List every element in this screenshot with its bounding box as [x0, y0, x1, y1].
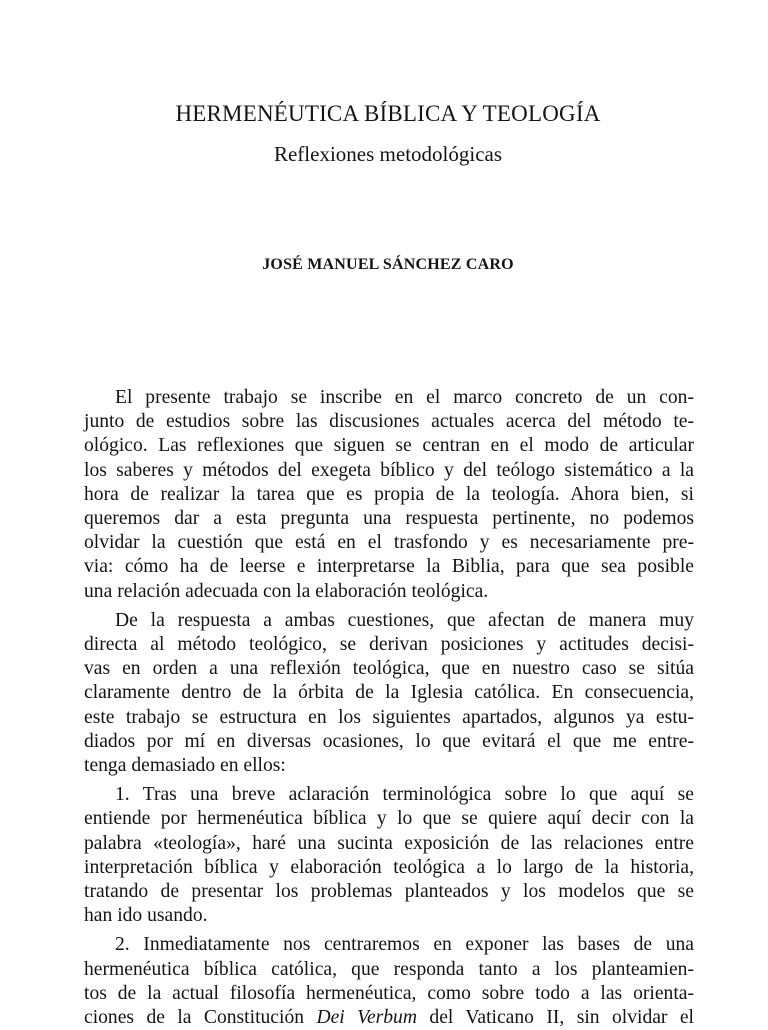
text-line: via: cómo ha de leerse e interpretarse la Biblia, para que sea posible — [84, 556, 694, 578]
text-line: tos de la actual filosofía hermenéutica, como sobre todo a las orienta- — [84, 982, 694, 1004]
text-line: 1. Tras una breve aclaración terminológica sobre lo que aquí se — [115, 784, 694, 806]
text-line: diados por mí en diversas ocasiones, lo que evitará el que me entre- — [84, 730, 694, 752]
text-line: interpretación bíblica y elaboración teológica a lo largo de la historia, — [84, 856, 694, 878]
text-line: queremos dar a esta pregunta una respuesta pertinente, no podemos — [84, 508, 694, 530]
text-line: claramente dentro de la órbita de la Iglesia católica. En consecuencia, — [84, 682, 694, 704]
paragraph — [84, 783, 694, 928]
text-line: los saberes y métodos del exegeta bíblico y del teólogo sistemático a la — [84, 459, 694, 481]
text-line: olvidar la cuestión que está en el trasfondo y es necesariamente pre- — [84, 532, 694, 554]
text-line: El presente trabajo se inscribe en el marco concreto de un con- — [115, 387, 694, 408]
text-line: una relación adecuada con la elaboración teológica. — [84, 580, 489, 602]
text-line: palabra «teología», haré una sucinta exposición de las relaciones entre — [84, 832, 694, 854]
text-fragment: del Vaticano II, sin olvidar el — [417, 1007, 695, 1029]
document-subtitle: Reflexiones metodológicas — [273, 142, 503, 166]
text-line: directa al método teológico, se derivan posiciones y actitudes decisi- — [84, 634, 694, 656]
text-line: vas en orden a una reflexión teológica, que en nuestro caso se sitúa — [84, 658, 694, 680]
paragraph — [84, 933, 694, 1030]
paragraph — [84, 609, 694, 778]
text-line: tratando de presentar los problemas planteados y los modelos que se — [84, 881, 694, 903]
paragraph — [84, 386, 694, 604]
italic-title: Dei Verbum — [316, 1007, 418, 1029]
text-line: entiende por hermenéutica bíblica y lo que se quiere aquí decir con la — [84, 808, 694, 830]
text-line: han ido usando. — [84, 905, 208, 927]
text-line: De la respuesta a ambas cuestiones, que afectan de manera muy — [115, 609, 694, 631]
text-line-partial — [84, 1006, 694, 1030]
body-text — [84, 386, 694, 1030]
text-line: hora de realizar la tarea que es propia de la teología. Ahora bien, si — [84, 483, 694, 505]
document-title: HERMENÉUTICA BÍBLICA Y TEOLOGÍA — [175, 101, 601, 126]
text-line: junto de estudios sobre las discusiones actuales acerca del método te- — [84, 411, 694, 433]
text-line: ológico. Las reflexiones que siguen se centran en el modo de articular — [84, 435, 694, 457]
author-name: JOSÉ MANUEL SÁNCHEZ CARO — [262, 256, 514, 273]
text-line: tenga demasiado en ellos: — [84, 755, 286, 777]
text-line: este trabajo se estructura en los siguientes apartados, algunos ya estu- — [84, 706, 694, 728]
text-line: 2. Inmediatamente nos centraremos en exponer las bases de una — [115, 934, 694, 956]
text-fragment: ciones de la Constitución — [84, 1007, 317, 1029]
text-line: hermenéutica bíblica católica, que responda tanto a los planteamien- — [84, 958, 694, 980]
